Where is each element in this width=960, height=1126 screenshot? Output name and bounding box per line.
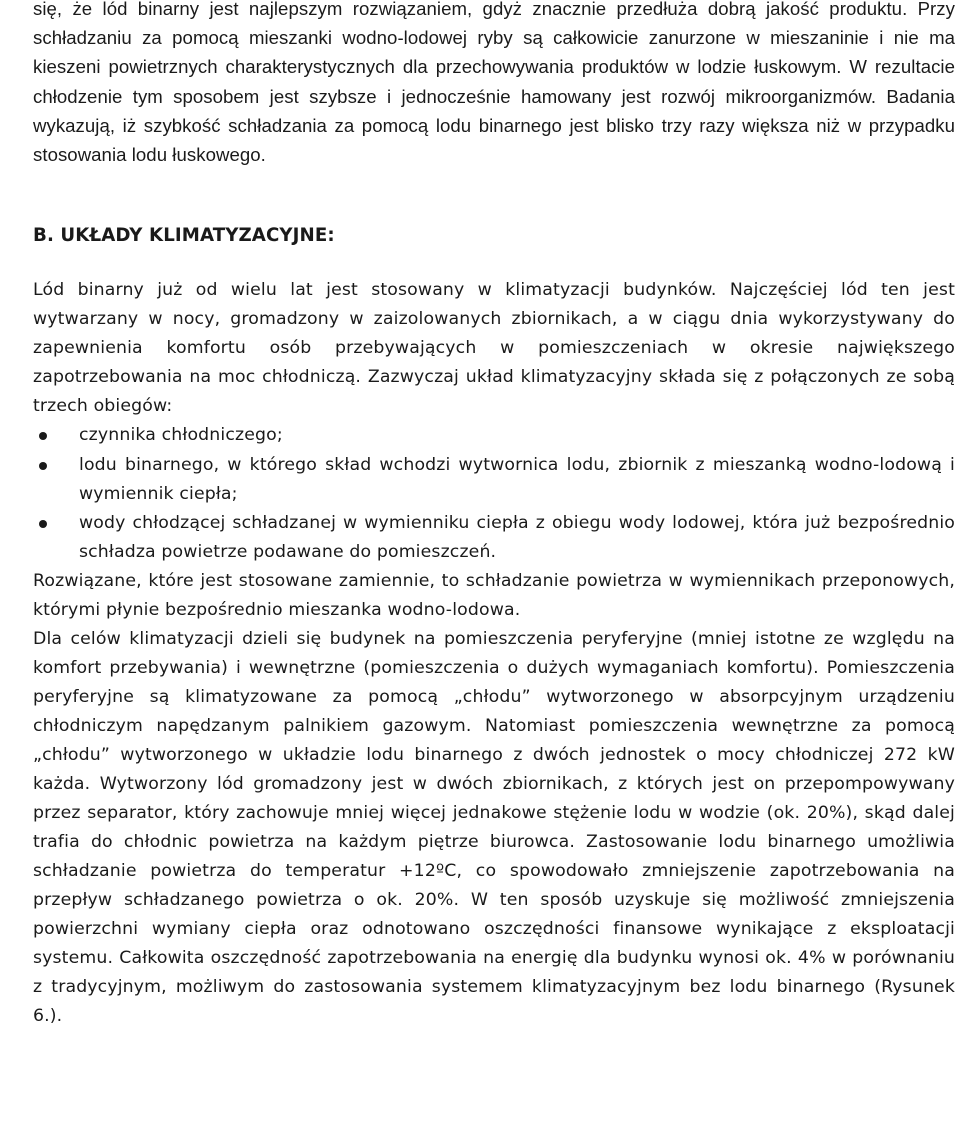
bullet-text: wody chłodzącej schładzanej w wymienniku ciepła z obiegu wody lodowej, która już bezpośrednio schładza powietrze podawane do pomieszczeń. (79, 512, 955, 562)
bullet-item (33, 451, 955, 509)
bullet-text: czynnika chłodniczego; (79, 425, 283, 446)
section-paragraph-1: Lód binarny już od wielu lat jest stosowany w klimatyzacji budynków. Najczęściej lód ten jest wytwarzany w nocy, gromadzony w zaizolowanych zbiornikach, a w ciągu dnia wykorzystywany do zapewnienia komfortu osób przebywających w pomieszczeniach w okresie największego zapotrzebowania na moc chłodniczą. Zazwyczaj układ klimatyzacyjny składa się z połączonych ze sobą trzech obiegów: (33, 280, 955, 417)
bullet-dot-icon (39, 520, 47, 528)
intro-paragraph: się, że lód binarny jest najlepszym rozwiązaniem, gdyż znacznie przedłuża dobrą jakość produktu. Przy schładzaniu za pomocą mieszanki wodno-lodowej ryby są całkowicie zanurzone w mieszaninie i nie ma kieszeni powietrznych charakterystycznych dla przechowywania produktów w lodzie łuskowym. W rezultacie chłodzenie tym sposobem jest szybsze i jednocześnie hamowany jest rozwój mikroorganizmów. Badania wykazują, iż szybkość schładzania za pomocą lodu binarnego jest blisko trzy razy większa niż w przypadku stosowania lodu łuskowego. (33, 0, 955, 166)
section-heading: B. UKŁADY KLIMATYZACYJNE: (33, 225, 335, 247)
bullet-dot-icon (39, 462, 47, 470)
bullet-text: lodu binarnego, w którego skład wchodzi wytwornica lodu, zbiornik z mieszanką wodno-lodową i wymiennik ciepła; (79, 454, 955, 504)
section-paragraph-3: Dla celów klimatyzacji dzieli się budynek na pomieszczenia peryferyjne (mniej istotne ze względu na komfort przebywania) i wewnętrzne (pomieszczenia o dużych wymaganiach komfortu). Pomieszczenia peryferyjne są klimatyzowane za pomocą „chłodu” wytworzonego w absorpcyjnym urządzeniu chłodniczym napędzanym palnikiem gazowym. Natomiast pomieszczenia wewnętrzne za pomocą „chłodu” wytworzonego w układzie lodu binarnego z dwóch jednostek o mocy chłodniczej 272 kW każda. Wytworzony lód gromadzony jest w dwóch zbiornikach, z których jest on przepompowywany przez separator, który zachowuje mniej więcej jednakowe stężenie lodu w wodzie (ok. 20%), skąd dalej trafia do chłodnic powietrza na każdym piętrze biurowca. Zastosowanie lodu binarnego umożliwia schładzanie powietrza do temperatur +12ºC, co spowodowało zmniejszenie zapotrzebowania na przepływ schładzanego powietrza o ok. 20%. W ten sposób uzyskuje się możliwość zmniejszenia powierzchni wymiany ciepła oraz odnotowano oszczędności finansowe wynikające z eksploatacji systemu. Całkowita oszczędność zapotrzebowania na energię dla budynku wynosi ok. 4% w porównaniu z tradycyjnym, możliwym do zastosowania systemem klimatyzacyjnym bez lodu binarnego (Rysunek 6.). (33, 628, 955, 1027)
document-page (33, 0, 955, 1031)
bullet-item (33, 509, 955, 567)
bullet-item (33, 421, 955, 450)
bullet-list (33, 421, 955, 566)
bullet-dot-icon (39, 432, 47, 440)
section-paragraph-2: Rozwiązane, które jest stosowane zamiennie, to schładzanie powietrza w wymiennikach przeponowych, którymi płynie bezpośrednio mieszanka wodno-lodowa. (33, 570, 955, 620)
